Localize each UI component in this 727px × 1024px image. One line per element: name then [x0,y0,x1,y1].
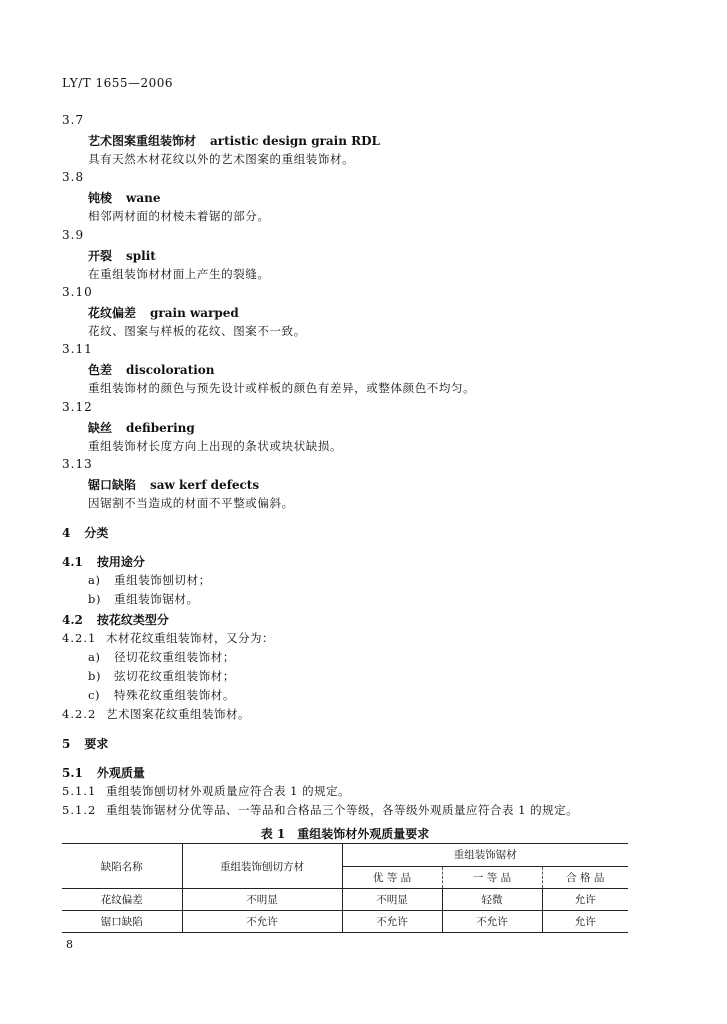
term-number: 3.8 [62,170,85,184]
list-item [88,572,211,588]
clause [62,630,274,646]
table-caption-title: 重组装饰材外观质量要求 [297,827,430,841]
term-en: artistic design grain RDL [210,134,380,148]
list-marker: a) [88,573,101,587]
clause-number: 4.2.2 [62,707,97,721]
list-marker: b) [88,669,102,683]
cell-first: 不允许 [442,911,542,933]
list-text: 径切花纹重组装饰材； [114,650,235,664]
term-en: wane [126,191,161,205]
cell-defect: 锯口缺陷 [100,916,143,928]
term-title [88,132,380,149]
term-zh: 钝棱 [88,191,113,205]
cell-premium: 不允许 [342,911,442,933]
clause-text: 重组装饰锯材分优等品、一等品和合格品三个等级，各等级外观质量应符合表 1 的规定。 [106,803,579,817]
subsection-title: 按花纹类型分 [96,613,169,627]
term-zh: 花纹偏差 [88,306,137,320]
page-number: 8 [66,938,73,951]
table-caption-number: 表 1 [260,827,286,841]
clause-number: 4.2.1 [62,631,97,645]
term-number: 3.9 [62,228,85,242]
term-en: grain warped [150,306,239,320]
term-title [88,361,215,378]
subsection-number: 4.1 [62,555,83,569]
section-title: 分类 [84,526,109,540]
term-zh: 色差 [88,363,113,377]
appearance-quality-table [62,843,628,933]
list-text: 重组装饰刨切材； [114,573,211,587]
list-item [88,687,235,703]
table-row [62,889,628,911]
section-title: 要求 [84,737,109,751]
cell-planed: 不允许 [182,911,342,933]
section-heading [62,735,108,752]
cell-first: 轻微 [442,889,542,911]
header-grade-first: 一 等 品 [442,866,542,889]
section-heading [62,524,108,541]
header-grade-premium: 优 等 品 [342,866,442,889]
list-marker: c) [88,688,101,702]
list-marker: a) [88,650,101,664]
term-number: 3.11 [62,342,93,356]
section-number: 5 [62,737,71,751]
term-number: 3.7 [62,113,85,127]
subsection-heading [62,553,145,570]
term-definition: 重组装饰材的颜色与预先设计或样板的颜色有差异，或整体颜色不均匀。 [88,381,476,395]
table-row [62,911,628,933]
subsection-title: 按用途分 [96,555,145,569]
clause-number: 5.1.2 [62,803,97,817]
term-title [88,304,239,321]
clause-number: 5.1.1 [62,784,97,798]
term-zh: 开裂 [88,249,113,263]
list-item [88,591,199,607]
term-en: saw kerf defects [150,478,260,492]
cell-qualified: 允许 [542,889,628,911]
list-item [88,649,235,665]
clause-text: 艺术图案花纹重组装饰材。 [106,707,250,721]
header-planed-material: 重组装饰刨切方材 [182,844,342,889]
term-number: 3.13 [62,457,93,471]
standard-header: LY/T 1655—2006 [62,76,174,90]
term-title [88,476,259,493]
term-title [88,419,195,436]
term-en: defibering [126,421,195,435]
list-marker: b) [88,592,102,606]
header-grade-qualified: 合 格 品 [542,866,628,889]
term-number: 3.12 [62,400,93,414]
table-caption [62,825,628,842]
term-definition: 在重组装饰材材面上产生的裂缝。 [88,267,270,281]
term-definition: 重组装饰材长度方向上出现的条状或块状缺损。 [88,439,343,453]
list-text: 特殊花纹重组装饰材。 [114,688,235,702]
term-number: 3.10 [62,285,93,299]
term-zh: 艺术图案重组装饰材 [88,134,197,148]
header-sawn-material: 重组装饰锯材 [342,844,628,867]
list-text: 弦切花纹重组装饰材； [114,669,235,683]
subsection-number: 5.1 [62,766,83,780]
subsection-heading [62,764,145,781]
cell-qualified: 允许 [542,911,628,933]
cell-premium: 不明显 [342,889,442,911]
clause [62,783,350,799]
term-title [88,247,156,264]
term-en: split [126,249,156,263]
list-text: 重组装饰锯材。 [114,592,199,606]
subsection-title: 外观质量 [96,766,145,780]
section-number: 4 [62,526,71,540]
term-definition: 因锯割不当造成的材面不平整或偏斜。 [88,496,294,510]
term-definition: 具有天然木材花纹以外的艺术图案的重组装饰材。 [88,152,355,166]
term-zh: 缺丝 [88,421,113,435]
subsection-heading [62,611,169,628]
clause [62,802,578,818]
header-defect-name: 缺陷名称 [62,844,182,889]
term-definition: 相邻两材面的材棱未着锯的部分。 [88,209,270,223]
term-title [88,189,160,206]
clause-text: 木材花纹重组装饰材，又分为： [106,631,274,645]
clause [62,706,250,722]
cell-defect: 花纹偏差 [100,894,143,906]
term-definition: 花纹、图案与样板的花纹、图案不一致。 [88,324,306,338]
clause-text: 重组装饰刨切材外观质量应符合表 1 的规定。 [106,784,351,798]
term-zh: 锯口缺陷 [88,478,137,492]
subsection-number: 4.2 [62,613,83,627]
list-item [88,668,235,684]
term-en: discoloration [126,363,215,377]
cell-planed: 不明显 [182,889,342,911]
